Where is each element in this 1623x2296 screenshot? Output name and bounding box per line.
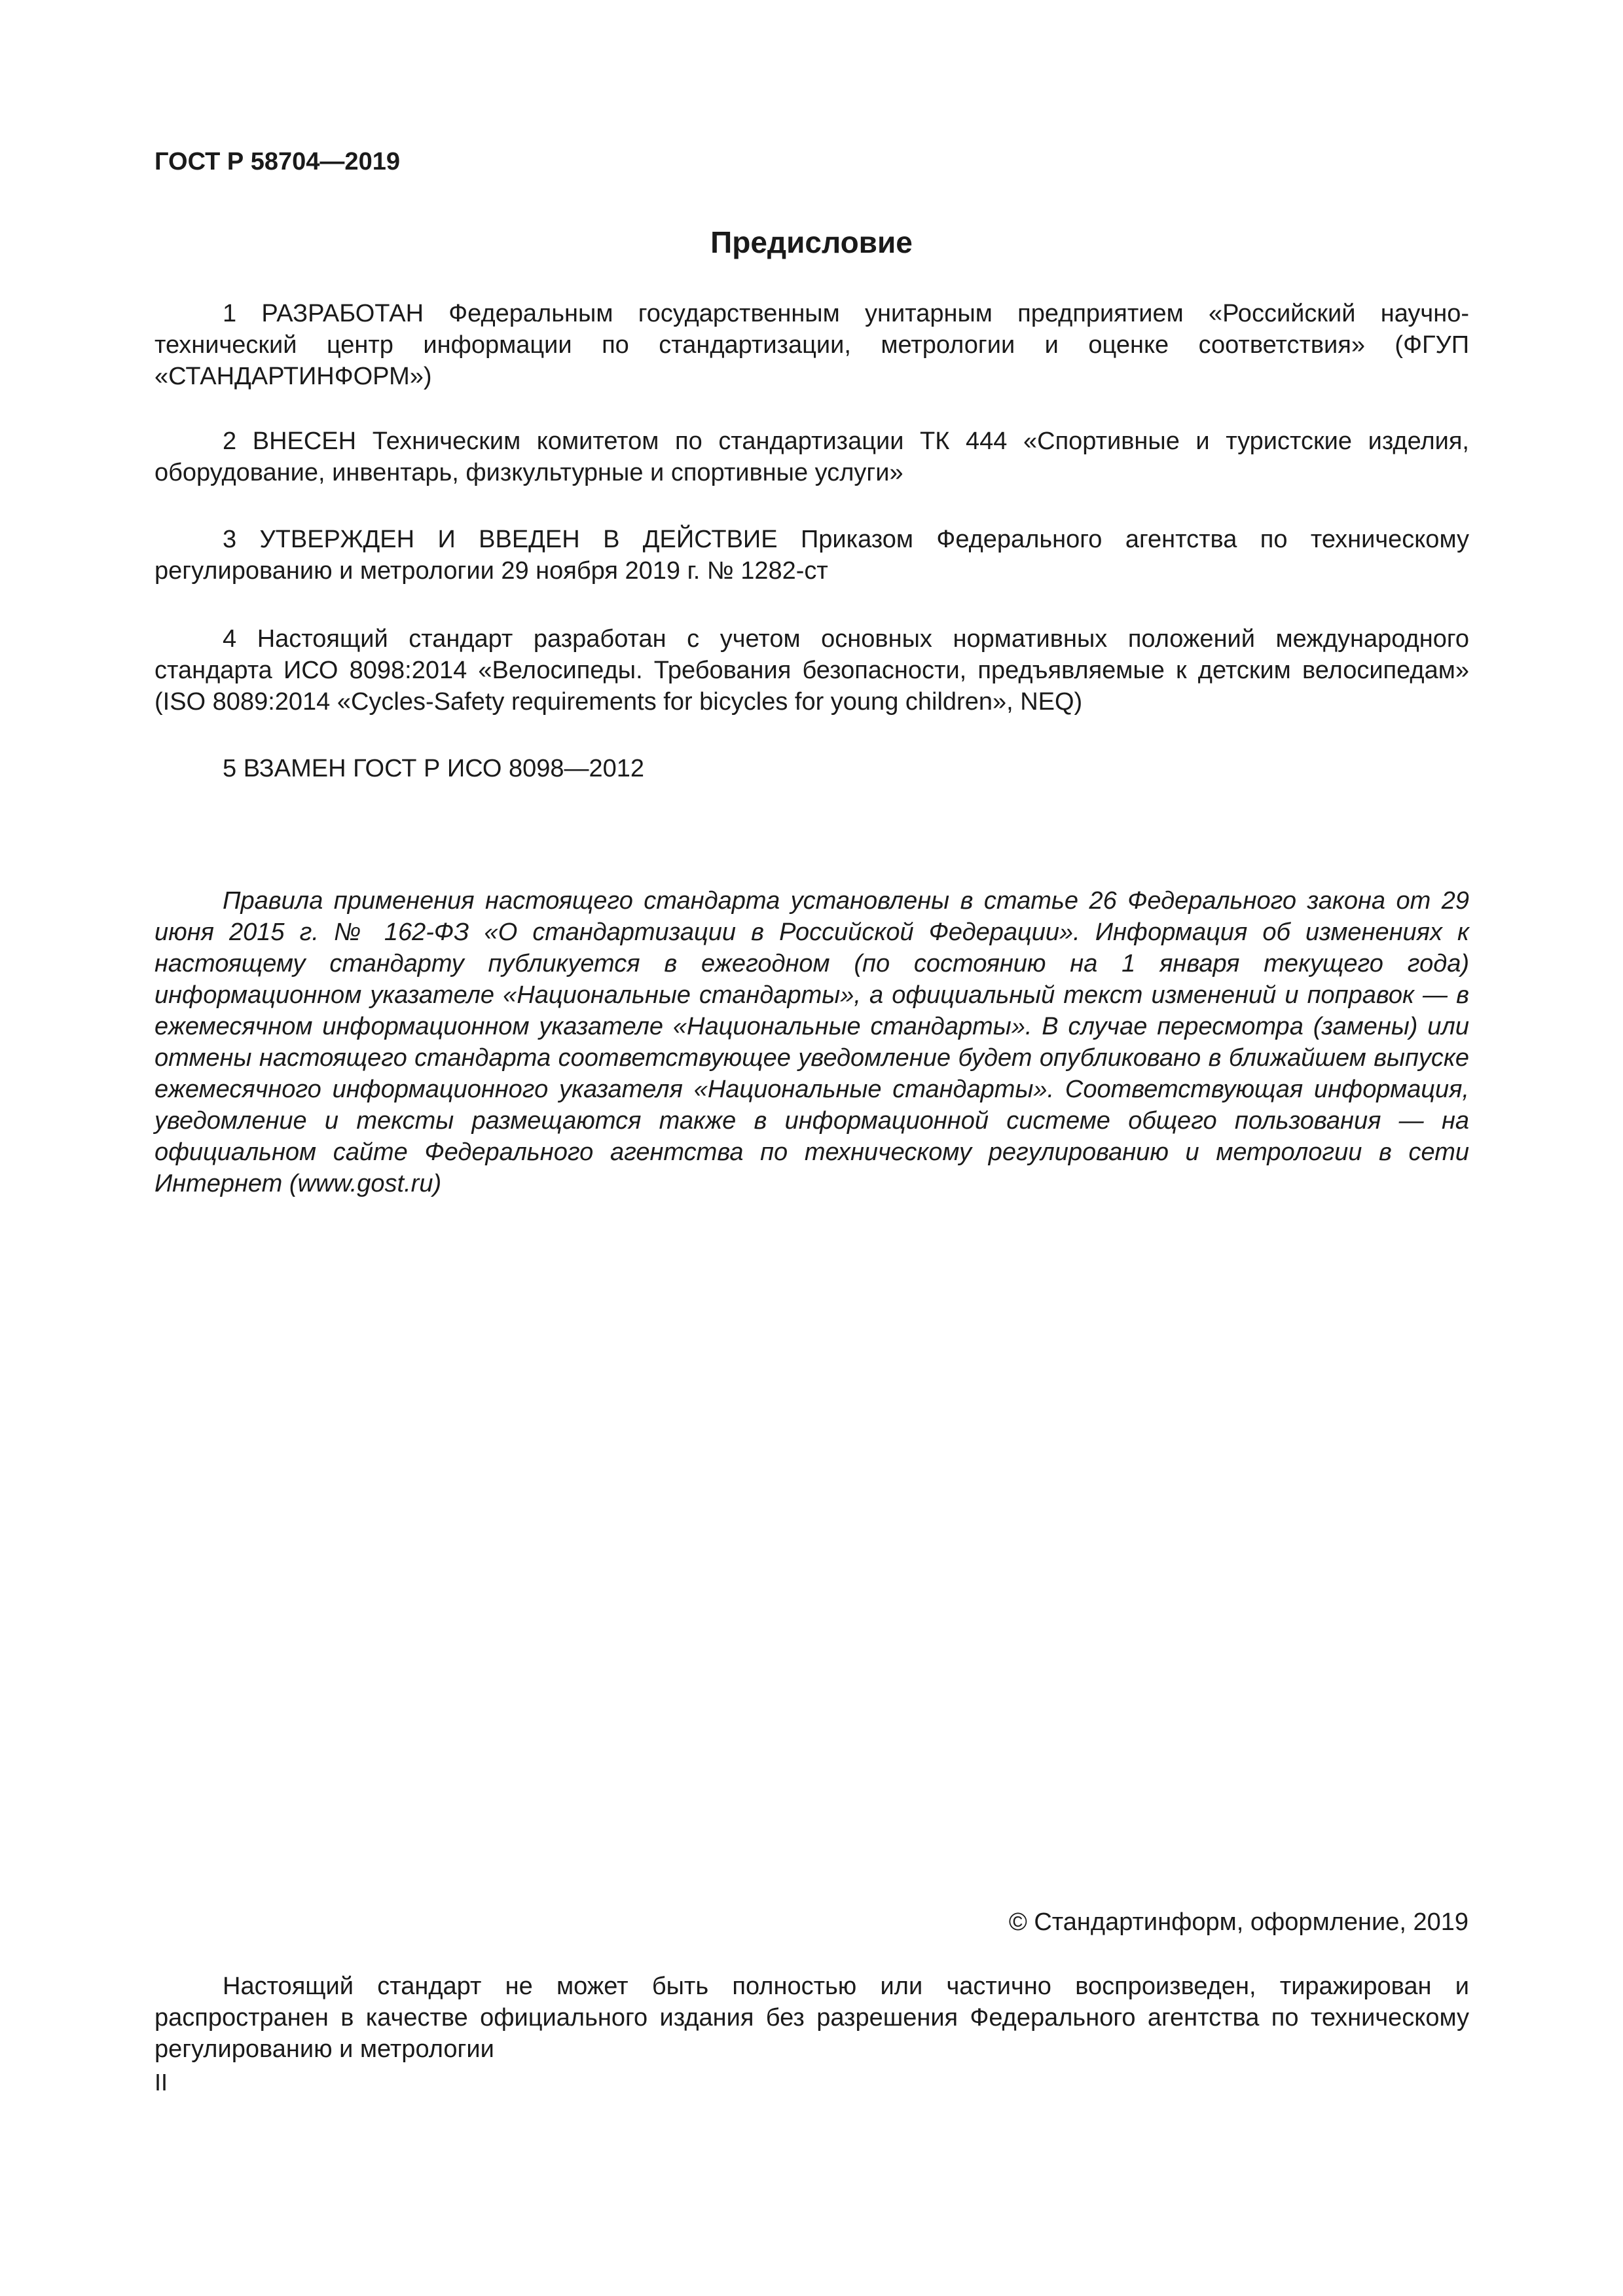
paragraph-5-text: 5 ВЗАМЕН ГОСТ Р ИСО 8098—2012 <box>223 755 645 782</box>
document-header: ГОСТ Р 58704—2019 <box>155 148 400 175</box>
paragraph-3 <box>155 524 1469 587</box>
paragraph-5 <box>155 753 1469 784</box>
copyright-line: © Стандартинформ, оформление, 2019 <box>1008 1908 1468 1936</box>
rules-block <box>155 885 1469 1199</box>
paragraph-1-text: 1 РАЗРАБОТАН Федеральным государственным унитарным предприятием «Российский научно-технический центр информации по стандартизации, метрологии и оценке соответствия» (ФГУП «СТАНДАРТИНФОРМ») <box>155 300 1469 390</box>
rules-text: Правила применения настоящего стандарта установлены в статье 26 Федерального закона от 29 июня 2015 г. № 162-ФЗ «О стандартизации в Российской Федерации». Информация об изменениях к настоящему стандарту публикуется в ежегодном (по состоянию на 1 января текущего года) информационном указателе «Национальные стандарты», а официальный текст изменений и поправок — в ежемесячном информационном указателе «Национальные стандарты». В случае пересмотра (замены) или отмены настоящего стандарта соответствующее уведомление будет опубликовано в ближайшем выпуске ежемесячного информационного указателя «Национальные стандарты». Соответствующая информация, уведомление и тексты размещаются также в информационной системе общего пользования — на официальном сайте Федерального агентства по техническому регулированию и метрологии в сети Интернет (www.gost.ru) <box>155 887 1469 1197</box>
notice-block <box>155 1971 1469 2065</box>
section-title: Предисловие <box>710 225 913 259</box>
paragraph-4 <box>155 623 1469 718</box>
paragraph-2 <box>155 426 1469 488</box>
paragraph-2-text: 2 ВНЕСЕН Техническим комитетом по стандартизации ТК 444 «Спортивные и туристские изделия, оборудование, инвентарь, физкультурные и спортивные услуги» <box>155 428 1469 486</box>
paragraph-4-text: 4 Настоящий стандарт разработан с учетом основных нормативных положений международного стандарта ИСО 8098:2014 «Велосипеды. Требования безопасности, предъявляемые к детским велосипедам» (ISO 8089:2014 «Cycles-Safety requirements for bicycles for young children», NEQ) <box>155 625 1469 716</box>
page-number: II <box>155 2069 168 2096</box>
paragraph-3-text: 3 УТВЕРЖДЕН И ВВЕДЕН В ДЕЙСТВИЕ Приказом Федерального агентства по техническому регулированию и метрологии 29 ноября 2019 г. № 1282-ст <box>155 526 1469 585</box>
notice-text: Настоящий стандарт не может быть полностью или частично воспроизведен, тиражирован и распространен в качестве официального издания без разрешения Федерального агентства по техническому регулированию и метрологии <box>155 1973 1469 2063</box>
paragraph-1 <box>155 298 1469 392</box>
